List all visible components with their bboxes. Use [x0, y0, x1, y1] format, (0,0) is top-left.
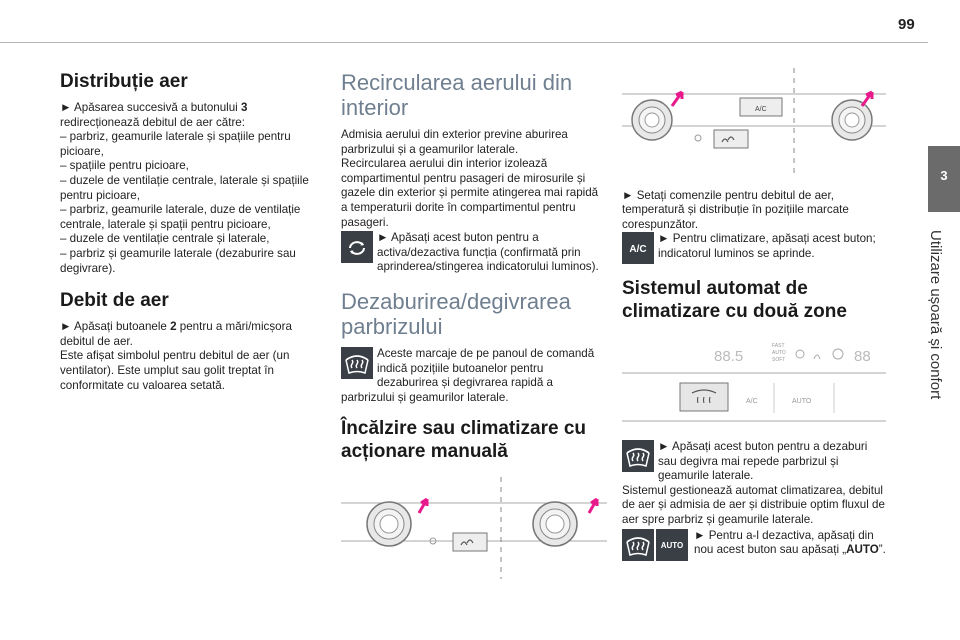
paragraph-recirc-button: ► Apăsați acest buton pentru a activa/dezactiva funcția (confirmată prin aprinderea/stingerea indicatorului luminos).	[377, 231, 599, 274]
paragraph-set-controls: ► Setați comenzile pentru debitul de aer, temperatură și distribuție în pozițiile marcate corespunzător.	[622, 188, 849, 231]
panel2-auto-label: AUTO	[792, 398, 812, 406]
auto-icon-text: AUTO	[660, 540, 684, 550]
dual-zone-panel-illustration	[622, 337, 886, 434]
paragraph-flow-instruction: ► Apăsați butoanele 2 pentru a mări/micșora debitul de aer.	[60, 320, 292, 348]
list-item: – spațiile pentru picioare,	[60, 159, 189, 173]
paragraph-flow-symbol: Este afișat simbolul pentru debitul de aer (un ventilator). Este umplut sau golit treptat în conformitate cu valoarea setată.	[60, 349, 290, 392]
heading-manual-climate: Încălzire sau climatizare cu acționare manuală	[341, 418, 587, 463]
chapter-number: 3	[940, 168, 948, 183]
svg-text:SOFT: SOFT	[772, 357, 786, 364]
paragraph-recirc-detail: Recircularea aerului din interior izolează compartimentul pentru pasageri de mirosurile și gazele din exterior și permite atingerea mai rapidă a temperaturii dorite în compartimentul pentru pasageri.	[341, 157, 599, 229]
svg-text:FAST: FAST	[772, 343, 785, 350]
panel-ac-label: A/C	[755, 106, 767, 113]
column-1	[60, 70, 322, 393]
chapter-tab	[928, 146, 960, 212]
page-number: 99	[898, 16, 915, 33]
auto-icon	[656, 529, 688, 561]
paragraph-max-defrost-button: ► Apăsați acest buton pentru a dezaburi sau degivra mai repede parbrizul și geamurile laterale.	[658, 439, 868, 483]
heading-air-distribution: Distribuție aer	[60, 71, 188, 92]
column-2	[341, 70, 607, 592]
paragraph-distribution-instruction: ► Apăsarea succesivă a butonului 3 redirecționează debitul de aer către:	[60, 101, 248, 129]
header-rule	[0, 42, 928, 43]
paragraph-disable-defrost: ► Pentru a-l dezactiva, apăsați din nou acest buton sau apăsați „AUTO”.	[694, 528, 886, 557]
column-3	[622, 70, 886, 561]
panel-digits-left: 88.5	[714, 348, 744, 366]
ac-icon	[622, 232, 654, 264]
list-item: – duzele de ventilație centrale și laterale,	[60, 232, 270, 246]
recirculation-icon	[341, 231, 373, 263]
paragraph-recirc-intro: Admisia aerului din exterior previne aburirea parbrizului și a geamurilor laterale.	[341, 128, 568, 156]
windscreen-defrost-icon	[341, 347, 373, 379]
manual-control-panel-illustration	[341, 477, 607, 592]
list-item: – duzele de ventilație centrale, laterale și spațiile pentru picioare,	[60, 173, 309, 202]
panel2-ac-label: A/C	[746, 398, 758, 406]
ac-icon-text: A/C	[629, 244, 647, 256]
heading-recirculation: Recircularea aerului din interior	[341, 70, 573, 120]
panel-digits-right: 88	[854, 348, 871, 366]
svg-text:AUTO: AUTO	[772, 350, 786, 357]
paragraph-defrost-markings: Aceste marcaje de pe panoul de comandă indică pozițiile butoanelor pentru dezaburirea și degivrarea rapidă a parbrizului și geamurilor laterale.	[341, 346, 595, 404]
paragraph-ac-button: ► Pentru climatizare, apăsați acest buton; indicatorul luminos se aprinde.	[658, 232, 876, 260]
heading-defrost: Dezaburirea/degivrarea parbrizului	[341, 288, 571, 339]
heading-dual-zone: Sistemul automat de climatizare cu două zone	[622, 278, 847, 323]
list-item: – parbriz, geamurile laterale și spațiile pentru picioare,	[60, 130, 291, 158]
heading-air-flow: Debit de aer	[60, 290, 169, 312]
chapter-title: Utilizare ușoară și confort	[927, 230, 944, 400]
max-defrost-icon	[622, 440, 654, 472]
defrost-small-icon	[622, 529, 654, 561]
ac-control-panel-illustration	[622, 68, 886, 185]
list-item: – parbriz și geamurile laterale (dezaburire sau degivrare).	[60, 246, 296, 275]
paragraph-auto-management: Sistemul gestionează automat climatizarea, debitul de aer și admisia de aer și distribuie optim fluxul de aer spre parbriz și geamurile laterale.	[622, 483, 885, 526]
list-item: – parbriz, geamurile laterale, duze de ventilație centrale, laterale și spații pentru picioare,	[60, 203, 301, 231]
